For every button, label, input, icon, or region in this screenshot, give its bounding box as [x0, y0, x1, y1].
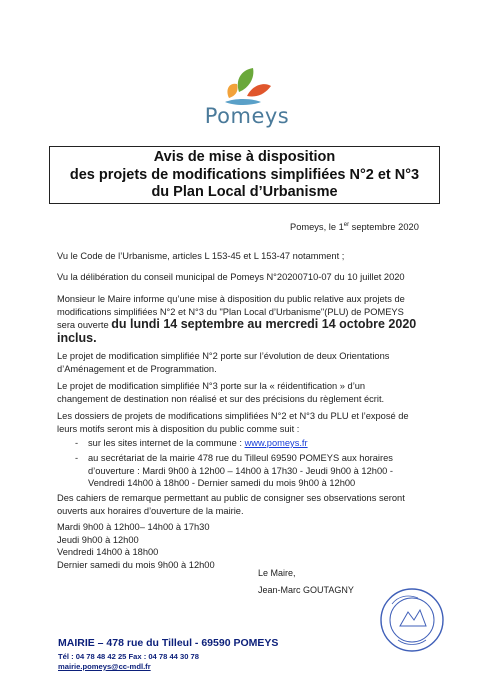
paragraph-maire: Monsieur le Maire informe qu’une mise à disposition du public relative aux projets de modifications simplifiées N°2 et N°3 du "Plan Local d’Urbanisme"(PLU) de POMEYS sera ouverte du lundi 14 septembre au mercredi 14 octobre 2020 inclus. — [57, 294, 417, 345]
paragraph-code: Vu le Code de l’Urbanisme, articles L 153-45 et L 153-47 notamment ; — [57, 251, 345, 261]
schedule-item: Jeudi 9h00 à 12h00 — [57, 534, 139, 545]
schedule-item: Dernier samedi du mois 9h00 à 12h00 — [57, 559, 215, 570]
paragraph-deliberation: Vu la délibération du conseil municipal de Pomeys N°20200710-07 du 10 juillet 2020 — [57, 272, 405, 282]
title-line-3: du Plan Local d’Urbanisme — [151, 184, 338, 200]
schedule-item: Mardi 9h00 à 12h00– 14h00 à 17h30 — [57, 522, 210, 532]
paragraph-mod2: Le projet de modification simplifiée N°2 porte sur l’évolution de deux Orientations d’Aménagement et de Programmation. — [57, 351, 390, 374]
title-line-1: Avis de mise à disposition — [153, 149, 336, 165]
bullet-secretariat: - au secrétariat de la mairie 478 rue du Tilleul 69590 POMEYS aux horaires d’ouverture : Mardi 9h00 à 12h00 – 14h00 à 17h30 - Jeudi 9h00 à 12h00 - Vendredi 14h00 à 18h00 - Dernier samedi du mois 9h00 à 12h00 — [75, 453, 393, 488]
paragraph-mod3: Le projet de modification simplifiée N°3 porte sur la « réidentification » d’un changement de destination non réalisé et sur des précisions du règlement écrit. — [57, 381, 385, 404]
mairie-stamp-icon — [378, 586, 446, 654]
footer-phone: Tél : 04 78 48 42 25 Fax : 04 78 44 30 78 — [58, 652, 200, 661]
footer-email[interactable]: mairie.pomeys@cc-mdl.fr — [58, 662, 151, 671]
logo-text: Pomeys — [204, 104, 290, 128]
paragraph-cahiers: Des cahiers de remarque permettant au public de consigner ses observations seront ouverts aux horaires d’ouverture de la mairie. — [57, 493, 405, 516]
website-link[interactable]: www.pomeys.fr — [244, 438, 308, 448]
footer — [58, 637, 278, 671]
notice-title-box — [49, 146, 440, 204]
footer-address: MAIRIE – 478 rue du Tilleul - 69590 POMEYS — [58, 637, 279, 649]
paragraph-dossiers: Les dossiers de projets de modifications simplifiées N°2 et N°3 du PLU et l’exposé de leurs motifs seront mis à disposition du public comme suit : — [57, 411, 409, 434]
signature-name: Jean-Marc GOUTAGNY — [258, 585, 354, 595]
bullet-web: - sur les sites internet de la commune : www.pomeys.fr — [75, 438, 308, 448]
schedule-item: Vendredi 14h00 à 18h00 — [57, 547, 159, 557]
signature-role: Le Maire, — [258, 568, 296, 578]
title-line-2: des projets de modifications simplifiées N°2 et N°3 — [69, 166, 420, 183]
notice-date: Pomeys, le 1er septembre 2020 — [290, 222, 419, 233]
schedule-list — [57, 521, 215, 571]
